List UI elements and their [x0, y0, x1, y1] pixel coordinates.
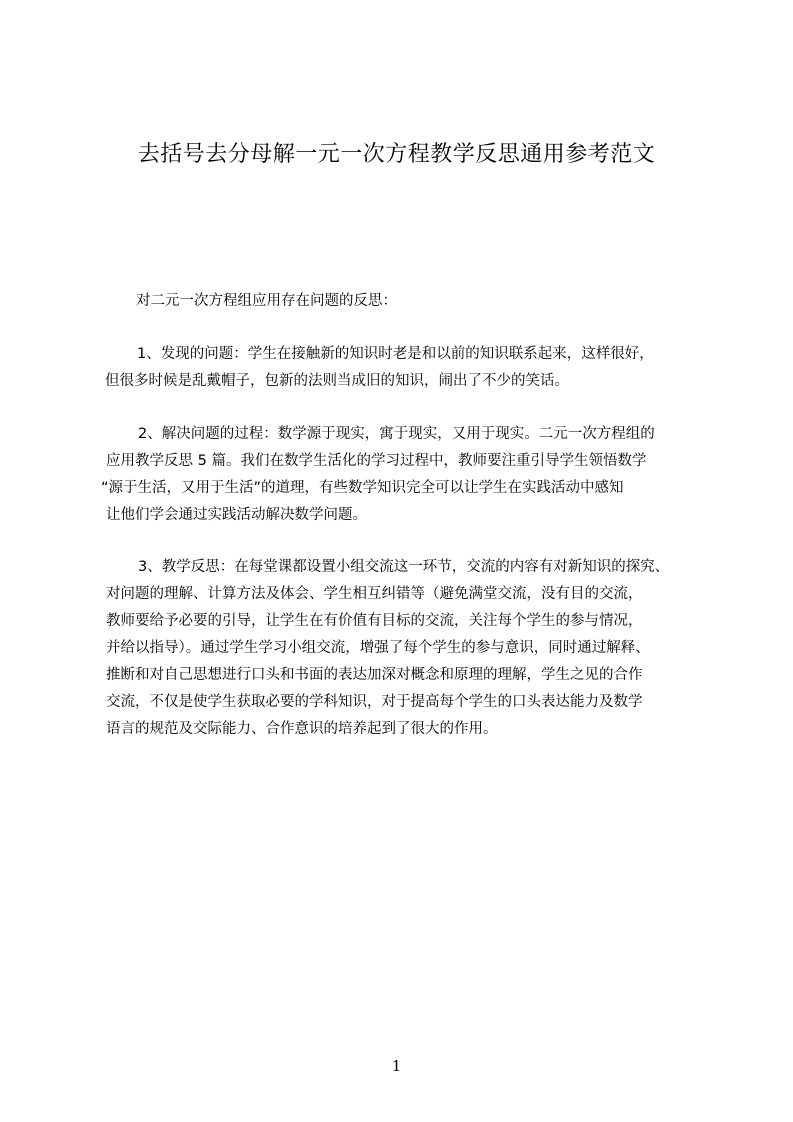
page-number: 1 — [391, 1057, 402, 1075]
paragraph-2-line-2: 应用教学反思 5 篇。我们在数学生活化的学习过程中，教师要注重引导学生领悟数学 — [106, 453, 647, 469]
paragraph-3-line-4: 并给以指导）。通过学生学习小组交流，增强了每个学生的参与意识，同时通过解释、 — [106, 640, 650, 656]
document-title: 去括号去分母解一元一次方程教学反思通用参考范文 — [137, 142, 656, 167]
paragraph-2-line-3: “源于生活，又用于生活”的道理，有些数学知识完全可以让学生在实践活动中感知 — [101, 480, 624, 496]
paragraph-1-line-1: 1、发现的问题：学生在接触新的知识时老是和以前的知识联系起来，这样很好， — [137, 346, 654, 362]
intro-line: 对二元一次方程组应用存在问题的反思： — [136, 293, 397, 309]
paragraph-3-line-7: 语言的规范及交际能力、合作意识的培养起到了很大的作用。 — [106, 721, 498, 737]
paragraph-3-line-3: 教师要给予必要的引导，让学生在有价值有目标的交流，关注每个学生的参与情况， — [106, 613, 643, 629]
paragraph-2-line-1: 2、解决问题的过程：数学源于现实，寓于现实，又用于现实。二元一次方程组的 — [138, 426, 655, 442]
paragraph-3-line-1: 3、教学反思：在每堂课都设置小组交流这一环节，交流的内容有对新知识的探究、 — [138, 559, 670, 575]
paragraph-3-line-6: 交流，不仅是使学生获取必要的学科知识，对于提高每个学生的口头表达能力及数学 — [106, 694, 643, 710]
paragraph-3-line-5: 推断和对自己思想进行口头和书面的表达加深对概念和原理的理解，学生之见的合作 — [106, 667, 643, 683]
paragraph-3-line-2: 对问题的理解、计算方法及体会、学生相互纠错等（避免满堂交流，没有目的交流， — [106, 586, 643, 602]
paragraph-2-line-4: 让他们学会通过实践活动解决数学问题。 — [106, 507, 367, 523]
paragraph-1-line-2: 但很多时候是乱戴帽子，包新的法则当成旧的知识，闹出了不少的笑话。 — [105, 373, 569, 389]
